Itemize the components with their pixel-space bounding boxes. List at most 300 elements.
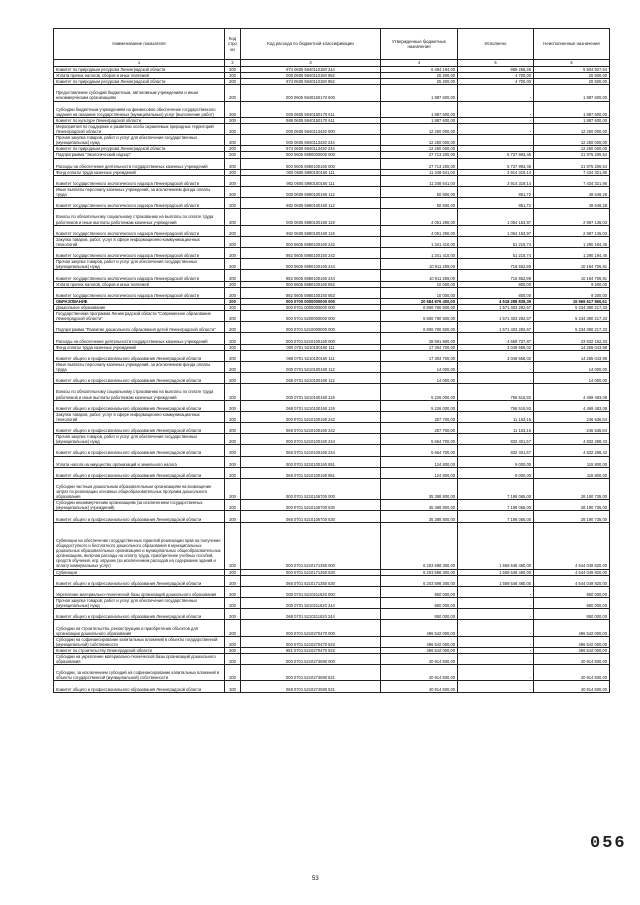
row-executed: 756 516,92 [458, 384, 534, 400]
row-approved: 6 203 598 300,00 [381, 522, 458, 569]
row-indicator-name: Комитет общего и профессионального образования Ленинградской области [54, 400, 225, 411]
column-index: 1 [54, 60, 225, 67]
row-unexecuted: 14 000,00 [534, 373, 610, 384]
column-index: 3 [241, 60, 381, 67]
row-unexecuted: 40 914 500,00 [534, 665, 610, 681]
row-indicator-name: Взносы по обязательному социальному страхованию на выплаты по оплате труда работников и иные выплаты работникам казенных учреждений [54, 384, 225, 400]
row-classification-code: 000 0701 5210211620 244 [241, 598, 381, 609]
row-unexecuted: 115 800,00 [534, 456, 610, 467]
row-line-code: 200 [225, 270, 241, 281]
row-executed: 3 914 319,14 [458, 169, 534, 175]
row-indicator-name: Комитет общего и профессионального образования Ленинградской области [54, 373, 225, 384]
row-unexecuted: 1 887 600,00 [534, 101, 610, 117]
row-line-code: 200 [225, 304, 241, 310]
row-approved: 10 000,00 [381, 287, 458, 298]
row-line-code: 200 [225, 248, 241, 259]
row-executed: - [458, 101, 534, 117]
row-executed: 3 049 658,02 [458, 344, 534, 350]
row-unexecuted: 49 648,28 [534, 198, 610, 209]
row-executed: - [458, 123, 534, 134]
row-indicator-name: Государственная программа Ленинградской области "Современное образование Ленинградской области" [54, 311, 225, 322]
row-indicator-name: Комитет по природным ресурсам Ленинградской области [54, 67, 225, 73]
row-line-code: 200 [225, 322, 241, 333]
row-unexecuted: 4 832 298,43 [534, 445, 610, 456]
table-row [54, 259, 610, 270]
row-executed: - [458, 85, 534, 101]
row-line-code: 200 [225, 422, 241, 433]
row-approved: 4 051 290,00 [381, 225, 458, 236]
row-approved: 35 388 800,00 [381, 478, 458, 499]
table-row [54, 620, 610, 636]
row-approved: 1 341 410,00 [381, 236, 458, 247]
row-executed: 5 737 993,46 [458, 152, 534, 158]
row-classification-code: 000 0605 5980100160 111 [241, 169, 381, 175]
row-classification-code: 000 0701 5210100160 242 [241, 411, 381, 422]
row-unexecuted: 496 542 000,00 [534, 636, 610, 647]
row-classification-code: 000 0605 5940110180 852 [241, 73, 381, 79]
row-approved: 20 584 876 400,00 [381, 298, 458, 304]
row-executed: 9 000,00 [458, 467, 534, 478]
row-executed: 11 163,16 [458, 422, 534, 433]
row-classification-code: 000 0605 5940113430 244 [241, 135, 381, 146]
row-unexecuted: 1 887 600,00 [534, 117, 610, 123]
row-line-code: 200 [225, 79, 241, 85]
row-unexecuted: 28 190 735,00 [534, 500, 610, 511]
column-index: 6 [534, 60, 610, 67]
table-row [54, 411, 610, 422]
table-row [54, 187, 610, 198]
row-line-code: 200 [225, 225, 241, 236]
row-indicator-name: Комитет общего и профессионального образования Ленинградской области [54, 681, 225, 692]
table-row [54, 209, 610, 225]
row-indicator-name: Комитет государственного экологического надзора Ленинградской области [54, 248, 225, 259]
row-approved: 6 806 780 500,00 [381, 304, 458, 310]
table-row [54, 456, 610, 467]
table-row [54, 135, 610, 146]
row-unexecuted: 850 000,00 [534, 598, 610, 609]
row-classification-code: 000 0701 5210171350 530 [241, 569, 381, 575]
row-indicator-name: Взносы по обязательному социальному страхованию на выплаты по оплате труда работников и иные выплаты работникам казенных учреждений [54, 209, 225, 225]
row-indicator-name: Расходы на обеспечение деятельности государственных казенных учреждений [54, 333, 225, 344]
row-executed: 1 559 548 480,00 [458, 575, 534, 586]
header-unexecuted: Неисполненные назначения [534, 29, 610, 60]
row-unexecuted: 246 536,84 [534, 411, 610, 422]
row-classification-code: 000 0605 5940150170 611 [241, 101, 381, 117]
row-executed: - [458, 373, 534, 384]
row-executed: 3 914 319,14 [458, 175, 534, 186]
table-row [54, 434, 610, 445]
sheet-stamp-number: 056 [590, 834, 627, 853]
row-line-code: 200 [225, 152, 241, 158]
row-classification-code: 068 0701 5210100160 242 [241, 422, 381, 433]
header-classification-code: Код расхода по бюджетной классификации [241, 29, 381, 60]
row-approved: 1 341 410,00 [381, 248, 458, 259]
row-line-code: 200 [225, 411, 241, 422]
row-classification-code: 000 0701 5210106700 000 [241, 478, 381, 499]
row-unexecuted: 12 250 000,00 [534, 146, 610, 152]
row-executed: 51 215,74 [458, 236, 534, 247]
row-line-code: 200 [225, 500, 241, 511]
row-approved: 27 713 200,00 [381, 158, 458, 169]
row-indicator-name: Субсидии, за исключением субсидий на софинансирование капитальных вложений в объекты государственной (муниципальной) собственности [54, 665, 225, 681]
row-classification-code: 000 0605 5980100160 112 [241, 187, 381, 198]
row-approved: 40 914 500,00 [381, 653, 458, 664]
table-row [54, 361, 610, 372]
row-unexecuted: 9 200,00 [534, 281, 610, 287]
row-approved: 25 200,00 [381, 73, 458, 79]
row-approved: 850 000,00 [381, 598, 458, 609]
row-indicator-name: Комитет государственного экологического надзора Ленинградской области [54, 270, 225, 281]
row-line-code: 200 [225, 236, 241, 247]
row-unexecuted: 2 997 136,03 [534, 225, 610, 236]
row-line-code: 200 [225, 259, 241, 270]
row-unexecuted: 5 234 380 217,33 [534, 304, 610, 310]
row-classification-code: 000 0605 5940113430 000 [241, 123, 381, 134]
row-classification-code: 068 0701 5210100160 244 [241, 445, 381, 456]
row-approved: 4 051 290,00 [381, 209, 458, 225]
row-unexecuted: 49 648,28 [534, 187, 610, 198]
row-indicator-name: Иные выплаты персоналу казенных учреждений, за исключением фонда оплаты труда [54, 361, 225, 372]
row-unexecuted: 12 250 000,00 [534, 135, 610, 146]
row-line-code: 200 [225, 647, 241, 653]
row-line-code: 200 [225, 333, 241, 344]
row-executed: - [458, 361, 534, 372]
row-line-code: 200 [225, 85, 241, 101]
table-row [54, 281, 610, 287]
row-executed: 7 198 065,00 [458, 478, 534, 499]
row-line-code: 200 [225, 298, 241, 304]
header-row [54, 29, 610, 60]
row-classification-code: 068 0701 5210211620 244 [241, 609, 381, 620]
row-line-code: 200 [225, 636, 241, 647]
row-executed: - [458, 681, 534, 692]
row-line-code: 200 [225, 598, 241, 609]
row-indicator-name: Прочая закупка товаров, работ и услуг для обеспечения государственных (муниципальных) нужд [54, 598, 225, 609]
row-classification-code: 000 0605 5980000000 000 [241, 152, 381, 158]
table-row [54, 85, 610, 101]
row-approved: 124 800,00 [381, 456, 458, 467]
row-unexecuted: 40 914 500,00 [534, 653, 610, 664]
row-approved: 496 542 000,00 [381, 620, 458, 636]
row-indicator-name: Субсидии бюджетным учреждениям на финансовое обеспечение государственного задания на оказание государственных (муниципальных) услуг (выполнение работ) [54, 101, 225, 117]
row-indicator-name: Субсидии частным дошкольным образовательным организациям на возмещение затрат по реализации основных общеобразовательных программ дошкольного образования [54, 478, 225, 499]
row-classification-code: 974 0605 5940113430 244 [241, 146, 381, 152]
row-line-code: 200 [225, 467, 241, 478]
row-unexecuted: 14 255 043,98 [534, 344, 610, 350]
row-executed: 3 049 658,02 [458, 350, 534, 361]
row-approved: 1 887 600,00 [381, 117, 458, 123]
row-classification-code: 982 0605 5980100160 111 [241, 175, 381, 186]
column-index: 4 [381, 60, 458, 67]
row-line-code: 200 [225, 135, 241, 146]
row-executed: 9 000,00 [458, 456, 534, 467]
row-classification-code: 000 0605 5940150170 600 [241, 85, 381, 101]
row-classification-code: 068 0701 5210106700 630 [241, 511, 381, 522]
row-executed: 51 215,74 [458, 248, 534, 259]
table-row [54, 101, 610, 117]
row-approved: 50 600,00 [381, 187, 458, 198]
table-row [54, 311, 610, 322]
row-indicator-name: Комитет общего и профессионального образования Ленинградской области [54, 609, 225, 620]
row-executed: 832 401,57 [458, 434, 534, 445]
row-approved: 5 664 700,00 [381, 445, 458, 456]
row-line-code: 200 [225, 653, 241, 664]
row-classification-code: 000 0701 0000000000 000 [241, 304, 381, 310]
row-line-code: 200 [225, 73, 241, 79]
row-indicator-name: Субсидии некоммерческим организациям (за исключением государственных (муниципальных) учреждений) [54, 500, 225, 511]
row-line-code: 200 [225, 445, 241, 456]
row-indicator-name: Мероприятия по поддержке и развитию особо охраняемых природных территорий Ленинградской области [54, 123, 225, 134]
row-line-code: 200 [225, 350, 241, 361]
table-row [54, 384, 610, 400]
row-classification-code: 000 0700 0000000000 000 [241, 298, 381, 304]
row-indicator-name: Комитет государственного экологического надзора Ленинградской области [54, 287, 225, 298]
row-indicator-name: Комитет государственного экологического надзора Ленинградской области [54, 175, 225, 186]
row-approved: 850 000,00 [381, 609, 458, 620]
row-indicator-name: Закупка товаров, работ, услуг в сфере информационно-коммуникационных технологий [54, 236, 225, 247]
row-indicator-name: Комитет общего и профессионального образования Ленинградской области [54, 422, 225, 433]
row-approved: 17 304 700,00 [381, 350, 458, 361]
table-row [54, 445, 610, 456]
row-executed: 4 700,00 [458, 73, 534, 79]
row-classification-code: 981 0701 5210270470 522 [241, 647, 381, 653]
row-unexecuted: 4 832 298,43 [534, 434, 610, 445]
table-row [54, 73, 610, 79]
table-row [54, 586, 610, 597]
row-unexecuted: 10 194 706,91 [534, 259, 610, 270]
row-unexecuted: 115 800,00 [534, 467, 610, 478]
row-executed: - [458, 636, 534, 647]
table-row [54, 350, 610, 361]
row-unexecuted: 15 966 617 860,61 [534, 298, 610, 304]
row-executed: 800,00 [458, 287, 534, 298]
table-body [54, 67, 610, 693]
row-unexecuted: 4 469 483,08 [534, 384, 610, 400]
table-row [54, 175, 610, 186]
row-unexecuted: 28 190 735,00 [534, 511, 610, 522]
column-index-row [54, 60, 610, 67]
row-approved: 50 600,00 [381, 198, 458, 209]
row-executed: - [458, 653, 534, 664]
row-indicator-name: Комитет по природным ресурсам Ленинградской области [54, 79, 225, 85]
row-indicator-name: Уплата прочих налогов, сборов и иных платежей [54, 73, 225, 79]
row-classification-code: 000 0605 5980100160 119 [241, 209, 381, 225]
row-line-code: 200 [225, 478, 241, 499]
row-unexecuted: 1 290 194,46 [534, 236, 610, 247]
row-line-code: 200 [225, 373, 241, 384]
row-executed: 716 552,89 [458, 259, 534, 270]
table-row [54, 665, 610, 681]
row-line-code: 200 [225, 434, 241, 445]
row-approved: 17 304 700,00 [381, 344, 458, 350]
row-approved: 10 911 259,00 [381, 270, 458, 281]
header-indicator-name: Наименование показателя [54, 29, 225, 60]
row-approved: 257 700,00 [381, 422, 458, 433]
row-executed: 4 618 289 839,39 [458, 298, 534, 304]
row-approved: 11 348 641,00 [381, 169, 458, 175]
row-unexecuted: 496 542 000,00 [534, 620, 610, 636]
row-indicator-name: Прочая закупка товаров, работ и услуг для обеспечения государственных (муниципальных) нужд [54, 434, 225, 445]
table-row [54, 79, 610, 85]
row-executed: 989 266,36 [458, 67, 534, 73]
row-executed: 716 552,89 [458, 270, 534, 281]
row-indicator-name: Фонд оплаты труда казенных учреждений [54, 344, 225, 350]
row-classification-code: 000 0701 5210100160 112 [241, 361, 381, 372]
row-unexecuted: 23 932 162,33 [534, 333, 610, 344]
row-executed: 951,72 [458, 198, 534, 209]
row-approved: 12 250 000,00 [381, 123, 458, 134]
row-executed: - [458, 609, 534, 620]
row-unexecuted: 20 500,00 [534, 79, 610, 85]
row-unexecuted: 5 234 380 217,33 [534, 311, 610, 322]
row-indicator-name: Комитет по культуре Ленинградской области [54, 117, 225, 123]
row-unexecuted: 14 000,00 [534, 361, 610, 372]
table-row [54, 511, 610, 522]
row-approved: 1 887 600,00 [381, 101, 458, 117]
row-approved: 10 911 259,00 [381, 259, 458, 270]
row-line-code: 200 [225, 67, 241, 73]
table-row [54, 653, 610, 664]
table-row [54, 636, 610, 647]
page-number: 53 [312, 876, 319, 882]
table-row [54, 236, 610, 247]
table-row [54, 400, 610, 411]
row-approved: 1 887 600,00 [381, 85, 458, 101]
row-indicator-name: Субвенции на обеспечение государственных гарантий реализации прав на получение общедоступного и бесплатного дошкольного образования в муниципальных дошкольных образовательных организациях и муниципальных общеобразовательных организациях, включая расходы на оплату труда, приобретение учебных пособий, средств обучения, игр, игрушек (за исключением расходов на содержание зданий и оплату коммунальных услуг) [54, 522, 225, 569]
table-row [54, 422, 610, 433]
table-row [54, 158, 610, 169]
row-executed: 11 163,16 [458, 411, 534, 422]
row-classification-code: 988 0605 5940150170 611 [241, 117, 381, 123]
row-unexecuted: 12 250 000,00 [534, 123, 610, 134]
row-line-code: 200 [225, 311, 241, 322]
row-classification-code: 000 0701 5210211620 000 [241, 586, 381, 597]
row-classification-code: 000 0701 5210100160 000 [241, 333, 381, 344]
row-unexecuted: 14 255 043,98 [534, 350, 610, 361]
row-indicator-name: Дошкольное образование [54, 304, 225, 310]
row-classification-code: 000 0605 5980100160 852 [241, 281, 381, 287]
report-sheet [53, 28, 609, 693]
row-executed: 756 516,92 [458, 400, 534, 411]
row-classification-code: 068 0701 5210171350 530 [241, 575, 381, 586]
row-classification-code: 000 0701 5200000000 000 [241, 311, 381, 322]
row-classification-code: 000 0701 5210100160 851 [241, 456, 381, 467]
row-classification-code: 982 0605 5980100160 112 [241, 198, 381, 209]
row-unexecuted: 246 536,84 [534, 422, 610, 433]
row-indicator-name: Уплата прочих налогов, сборов и иных платежей [54, 281, 225, 287]
row-approved: 35 388 800,00 [381, 511, 458, 522]
row-indicator-name: Комитет общего и профессионального образования Ленинградской области [54, 467, 225, 478]
row-line-code: 200 [225, 101, 241, 117]
row-executed: - [458, 598, 534, 609]
row-approved: 6 494 194,00 [381, 67, 458, 73]
row-classification-code: 000 0701 5210171350 000 [241, 522, 381, 569]
row-unexecuted: 4 469 483,08 [534, 400, 610, 411]
table-row [54, 681, 610, 692]
row-classification-code: 000 0701 5210000000 000 [241, 322, 381, 333]
table-row [54, 322, 610, 333]
row-classification-code: 000 0605 5980100160 242 [241, 236, 381, 247]
row-classification-code: 000 0701 5210274080 000 [241, 653, 381, 664]
row-unexecuted: 2 997 136,03 [534, 209, 610, 225]
row-indicator-name: Субвенции [54, 569, 225, 575]
row-unexecuted: 40 914 500,00 [534, 681, 610, 692]
row-classification-code: 068 0701 5210100160 851 [241, 467, 381, 478]
header-line-code: Код стро ки [225, 29, 241, 60]
row-approved: 25 200,00 [381, 79, 458, 85]
row-executed: 1 571 403 282,67 [458, 304, 534, 310]
row-classification-code: 000 0701 5210274080 521 [241, 665, 381, 681]
row-executed: - [458, 117, 534, 123]
row-unexecuted: 5 234 380 217,33 [534, 322, 610, 333]
row-approved: 27 713 200,00 [381, 152, 458, 158]
row-unexecuted: 4 644 049 820,00 [534, 569, 610, 575]
row-approved: 850 000,00 [381, 586, 458, 597]
table-row [54, 522, 610, 569]
row-indicator-name: Уплата налога на имущество организаций и земельного налога [54, 456, 225, 467]
row-approved: 496 542 000,00 [381, 636, 458, 647]
row-line-code: 200 [225, 575, 241, 586]
row-classification-code: 982 0605 5980100160 852 [241, 287, 381, 298]
row-classification-code: 974 0605 5940110180 244 [241, 67, 381, 73]
row-approved: 6 203 598 300,00 [381, 575, 458, 586]
row-approved: 124 800,00 [381, 467, 458, 478]
row-line-code: 200 [225, 344, 241, 350]
table-row [54, 500, 610, 511]
row-executed: 1 571 403 282,67 [458, 311, 534, 322]
row-line-code: 200 [225, 187, 241, 198]
row-executed: 800,00 [458, 281, 534, 287]
row-executed: - [458, 586, 534, 597]
row-line-code: 200 [225, 281, 241, 287]
row-executed: 1 054 153,97 [458, 209, 534, 225]
row-classification-code: 982 0605 5980100160 242 [241, 248, 381, 259]
row-approved: 257 700,00 [381, 411, 458, 422]
row-approved: 40 914 500,00 [381, 681, 458, 692]
row-executed: - [458, 665, 534, 681]
row-line-code: 200 [225, 123, 241, 134]
table-row [54, 248, 610, 259]
row-line-code: 200 [225, 384, 241, 400]
row-approved: 6 806 780 500,00 [381, 322, 458, 333]
row-classification-code: 982 0605 5980100160 119 [241, 225, 381, 236]
table-row [54, 287, 610, 298]
row-executed: - [458, 135, 534, 146]
row-indicator-name: Субсидии на строительство, реконструкцию и приобретение объектов для организации дошкольного образования [54, 620, 225, 636]
row-line-code: 200 [225, 586, 241, 597]
row-approved: 6 203 598 300,00 [381, 569, 458, 575]
row-line-code: 200 [225, 169, 241, 175]
table-row [54, 598, 610, 609]
row-approved: 10 000,00 [381, 281, 458, 287]
row-approved: 496 542 000,00 [381, 647, 458, 653]
row-approved: 12 250 000,00 [381, 135, 458, 146]
row-unexecuted: 4 644 049 820,00 [534, 575, 610, 586]
row-line-code: 200 [225, 209, 241, 225]
row-indicator-name: Прочая закупка товаров, работ и услуг для обеспечения государственных (муниципальных) нужд [54, 259, 225, 270]
row-indicator-name: Субсидии на укрепление материально-технической базы организаций дошкольного образования [54, 653, 225, 664]
row-classification-code: 068 0701 5210100160 111 [241, 350, 381, 361]
table-row [54, 609, 610, 620]
header-approved: Утвержденные бюджетные назначения [381, 29, 458, 60]
row-classification-code: 000 0701 5210100160 244 [241, 434, 381, 445]
row-approved: 11 348 641,00 [381, 175, 458, 186]
row-line-code: 200 [225, 456, 241, 467]
row-indicator-name: Комитет государственного экологического надзора Ленинградской области [54, 198, 225, 209]
row-unexecuted: 496 542 000,00 [534, 647, 610, 653]
table-row [54, 478, 610, 499]
row-executed: 951,72 [458, 187, 534, 198]
